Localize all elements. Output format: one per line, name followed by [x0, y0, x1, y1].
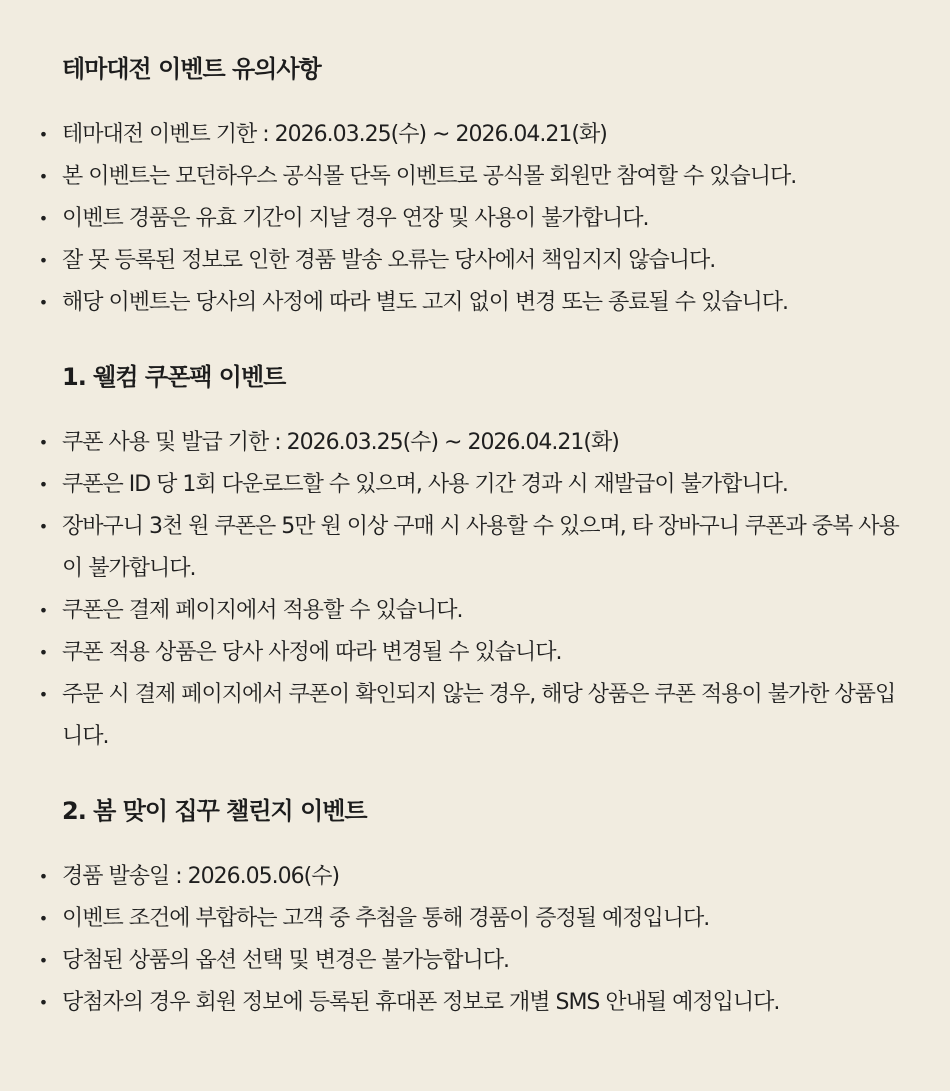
list-item: [40, 282, 910, 324]
notes-list: [40, 422, 910, 758]
notes-list: [40, 114, 910, 324]
bullet-icon: •: [38, 909, 48, 928]
list-item-text: 쿠폰 사용 및 발급 기한 : 2026.03.25(수) ~ 2026.04.21(화): [62, 430, 619, 455]
list-item-text: 쿠폰 적용 상품은 당사 사정에 따라 변경될 수 있습니다.: [62, 640, 562, 665]
list-item: [40, 114, 910, 156]
list-item: [40, 856, 910, 898]
list-item-text: 이벤트 조건에 부합하는 고객 중 추첨을 통해 경품이 증정될 예정입니다.: [62, 906, 710, 931]
bullet-icon: •: [38, 433, 48, 452]
bullet-icon: •: [38, 601, 48, 620]
section-title: 2. 봄 맞이 집꾸 챌린지 이벤트: [62, 797, 367, 825]
bullet-icon: •: [38, 125, 48, 144]
bullet-icon: •: [38, 167, 48, 186]
list-item: [40, 632, 910, 674]
list-item: [40, 506, 910, 590]
section-welcome-coupon-event: [40, 360, 910, 758]
bullet-icon: •: [38, 993, 48, 1012]
list-item: [40, 198, 910, 240]
list-item-text: 경품 발송일 : 2026.05.06(수): [62, 864, 340, 889]
list-item: [40, 422, 910, 464]
list-item-text: 해당 이벤트는 당사의 사정에 따라 별도 고지 없이 변경 또는 종료될 수 있습니다.: [62, 290, 788, 315]
list-item: [40, 674, 910, 758]
section-spring-challenge-event: [40, 794, 910, 1024]
section-theme-event-notes: [40, 52, 910, 324]
list-item: [40, 898, 910, 940]
bullet-icon: •: [38, 951, 48, 970]
bullet-icon: •: [38, 867, 48, 886]
list-item: [40, 590, 910, 632]
list-item-text: 잘 못 등록된 정보로 인한 경품 발송 오류는 당사에서 책임지지 않습니다.: [62, 248, 716, 273]
list-item: [40, 156, 910, 198]
bullet-icon: •: [38, 475, 48, 494]
list-item: [40, 940, 910, 982]
list-item-text: 당첨된 상품의 옵션 선택 및 변경은 불가능합니다.: [62, 948, 509, 973]
list-item-text: 테마대전 이벤트 기한 : 2026.03.25(수) ~ 2026.04.21(화): [62, 122, 607, 147]
list-item: [40, 464, 910, 506]
bullet-icon: •: [38, 251, 48, 270]
section-title: 테마대전 이벤트 유의사항: [62, 55, 321, 83]
list-item-text: 장바구니 3천 원 쿠폰은 5만 원 이상 구매 시 사용할 수 있으며, 타 장바구니 쿠폰과 중복 사용이 불가합니다.: [62, 514, 899, 581]
list-item: [40, 982, 910, 1024]
bullet-icon: •: [38, 643, 48, 662]
notes-list: [40, 856, 910, 1024]
list-item-text: 주문 시 결제 페이지에서 쿠폰이 확인되지 않는 경우, 해당 상품은 쿠폰 적용이 불가한 상품입니다.: [62, 682, 896, 749]
bullet-icon: •: [38, 293, 48, 312]
list-item: [40, 240, 910, 282]
list-item-text: 본 이벤트는 모던하우스 공식몰 단독 이벤트로 공식몰 회원만 참여할 수 있습니다.: [62, 164, 797, 189]
list-item-text: 쿠폰은 ID 당 1회 다운로드할 수 있으며, 사용 기간 경과 시 재발급이 불가합니다.: [62, 472, 788, 497]
section-title: 1. 웰컴 쿠폰팩 이벤트: [62, 363, 286, 391]
list-item-text: 당첨자의 경우 회원 정보에 등록된 휴대폰 정보로 개별 SMS 안내될 예정입니다.: [62, 990, 780, 1015]
list-item-text: 쿠폰은 결제 페이지에서 적용할 수 있습니다.: [62, 598, 463, 623]
bullet-icon: •: [38, 685, 48, 704]
bullet-icon: •: [38, 517, 48, 536]
bullet-icon: •: [38, 209, 48, 228]
list-item-text: 이벤트 경품은 유효 기간이 지날 경우 연장 및 사용이 불가합니다.: [62, 206, 649, 231]
